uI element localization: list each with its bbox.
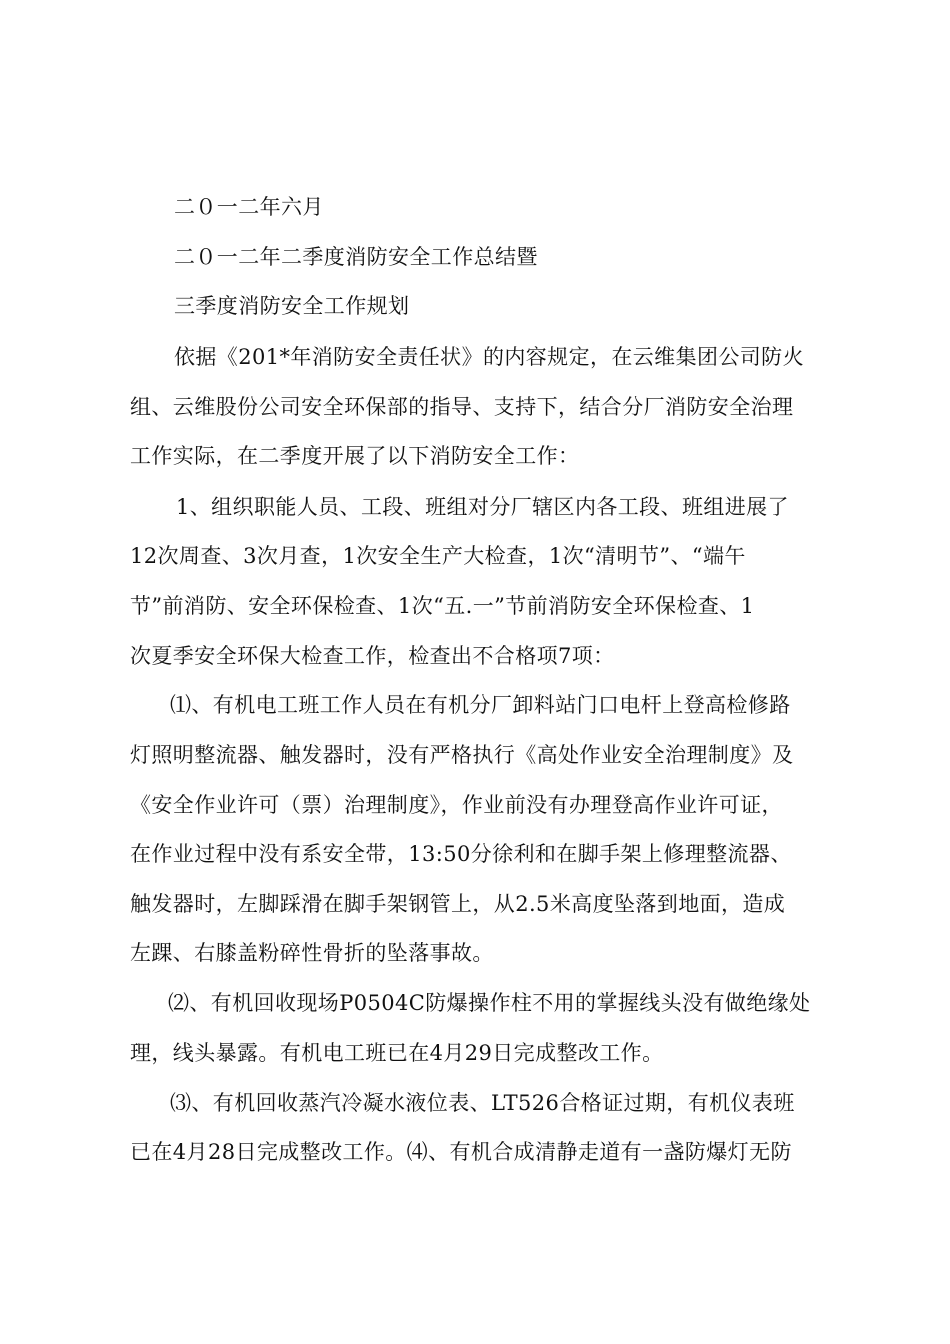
body-line: 12次周查、3次月查，1次安全生产大检查，1次“清明节”、“端午 — [130, 544, 746, 568]
body-line: 已在4月28日完成整改工作。⑷、有机合成清静走道有一盏防爆灯无防 — [130, 1140, 792, 1164]
body-line: 在作业过程中没有系安全带，13:50分徐利和在脚手架上修理整流器、 — [130, 842, 792, 866]
body-line: 触发器时，左脚踩滑在脚手架钢管上，从2.5米高度坠落到地面，造成 — [130, 892, 786, 916]
body-line: 灯照明整流器、触发器时，没有严格执行《高处作业安全治理制度》及 — [130, 743, 794, 767]
body-line: 依据《201*年消防安全责任状》的内容规定，在云维集团公司防火 — [174, 345, 804, 369]
body-line: 理，线头暴露。有机电工班已在4月29日完成整改工作。 — [130, 1041, 664, 1065]
date-line: 二０一二年六月 — [174, 195, 324, 219]
body-line: ⑴、有机电工班工作人员在有机分厂卸料站门口电杆上登高检修路 — [170, 693, 791, 717]
body-line: 节”前消防、安全环保检查、1次“五.一”节前消防安全环保检查、1 — [130, 594, 755, 618]
body-line: ⑵、有机回收现场P0504C防爆操作柱不用的掌握线头没有做绝缘处 — [168, 991, 811, 1015]
body-line: 组、云维股份公司安全环保部的指导、支持下，结合分厂消防安全治理 — [130, 395, 794, 419]
title-line-1: 二０一二年二季度消防安全工作总结暨 — [174, 245, 538, 269]
body-line: 左踝、右膝盖粉碎性骨折的坠落事故。 — [130, 941, 494, 965]
body-line: 次夏季安全环保大检查工作，检查出不合格项7项： — [130, 644, 615, 668]
body-line: 1、组织职能人员、工段、班组对分厂辖区内各工段、班组进展了 — [176, 495, 789, 519]
body-line: 工作实际，在二季度开展了以下消防安全工作： — [130, 444, 580, 468]
title-line-2: 三季度消防安全工作规划 — [174, 294, 410, 318]
body-line: 《安全作业许可（票）治理制度》，作业前没有办理登高作业许可证， — [130, 793, 783, 817]
body-line: ⑶、有机回收蒸汽冷凝水液位表、LT526合格证过期，有机仪表班 — [170, 1091, 795, 1115]
